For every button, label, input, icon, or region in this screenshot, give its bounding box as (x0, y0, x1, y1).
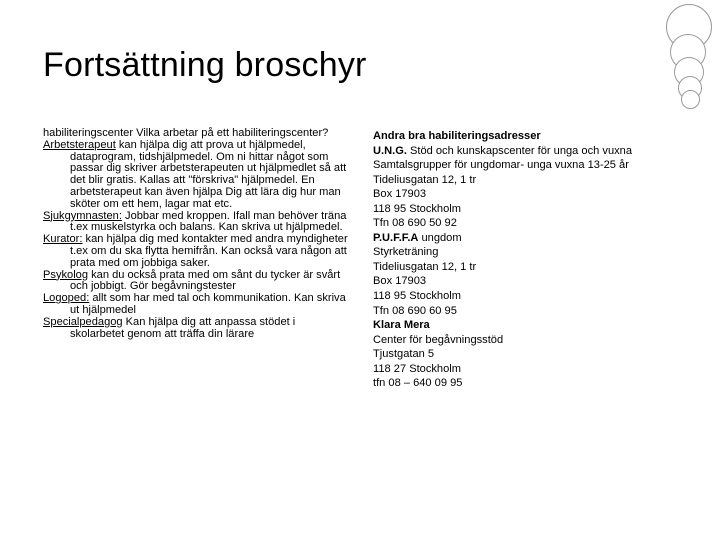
org-name: P.U.F.F.A (373, 231, 419, 244)
address-line: Tideliusgatan 12, 1 tr (373, 260, 477, 273)
role-description: kan hjälpa dig att prova ut hjälpmedel, dataprogram, tidshjälpmedel. Om ni hittar något som passar dig skriver arbetsterapeuten ut hjälpmedlet så att det blir gratis. Kallas att "förskriva" hjälpmedel. En arbetsterapeut kan även hjälpa Dig att lära dig hur man sköter om ett hem, lagar mat etc. (70, 138, 347, 210)
address-line: Center för begåvningsstöd (373, 333, 504, 346)
role-description: allt som har med tal och kommunikation. Kan skriva ut hjälpmedel (70, 292, 346, 316)
address-line: Box 17903 (373, 275, 427, 288)
role-entry (43, 270, 348, 294)
address-line: 118 95 Stockholm (373, 290, 461, 303)
org-name: U.N.G. (373, 144, 407, 157)
address-line: 118 27 Stockholm (373, 362, 461, 375)
address-line: 118 95 Stockholm (373, 202, 461, 215)
role-entry (43, 293, 348, 317)
role-description: Kan hjälpa dig att anpassa stödet i skolarbetet genom att träffa din lärare (70, 315, 296, 340)
addresses-heading: Andra bra habiliteringsadresser (373, 130, 541, 142)
role-description: Jobbar med kroppen. Ifall man behöver träna t.ex muskelstyrka och balans. Kan skriva ut hjälpmedel. (70, 209, 347, 234)
role-term: Arbetsterapeut (43, 138, 116, 151)
right-column (373, 129, 693, 391)
slide-title: Fortsättning broschyr (43, 46, 367, 84)
role-entry (43, 140, 348, 211)
role-entry (43, 211, 348, 235)
role-description: kan hjälpa dig med kontakter med andra myndigheter t.ex om du ska flytta hemifrån. Kan också vara någon att prata med om jobbiga saker. (70, 233, 348, 269)
intro-text: habiliteringscenter Vilka arbetar på ett habiliteringscenter? (43, 127, 329, 139)
address-line: Styrketräning (373, 246, 439, 259)
address-line: Box 17903 (373, 188, 427, 201)
role-entry (43, 234, 348, 269)
role-term: Kurator: (43, 233, 83, 246)
org-line (373, 144, 693, 159)
org-line (373, 231, 693, 246)
role-term: Logoped: (43, 292, 90, 305)
role-term: Psykolog (43, 268, 89, 281)
circle-decoration (681, 90, 700, 109)
address-line: Samtalsgrupper för ungdomar- unga vuxna 13-25 år (373, 159, 629, 172)
address-line: Tideliusgatan 12, 1 tr (373, 173, 477, 186)
org-description: Stöd och kunskapscenter för unga och vuxna (406, 144, 633, 157)
left-column (43, 128, 348, 340)
org-name: Klara Mera (373, 319, 430, 332)
org-description: ungdom (418, 231, 462, 244)
phone-line: Tfn 08 690 60 95 (373, 304, 457, 317)
role-description: kan du också prata med om sånt du tycker är svårt och jobbigt. Gör begåvningstester (70, 268, 341, 293)
role-term: Sjukgymnasten: (43, 209, 122, 222)
phone-line: Tfn 08 690 50 92 (373, 217, 457, 230)
role-entry (43, 317, 348, 341)
role-term: Specialpedagog (43, 315, 123, 328)
address-line: Tjustgatan 5 (373, 348, 435, 361)
phone-line: tfn 08 – 640 09 95 (373, 377, 463, 390)
